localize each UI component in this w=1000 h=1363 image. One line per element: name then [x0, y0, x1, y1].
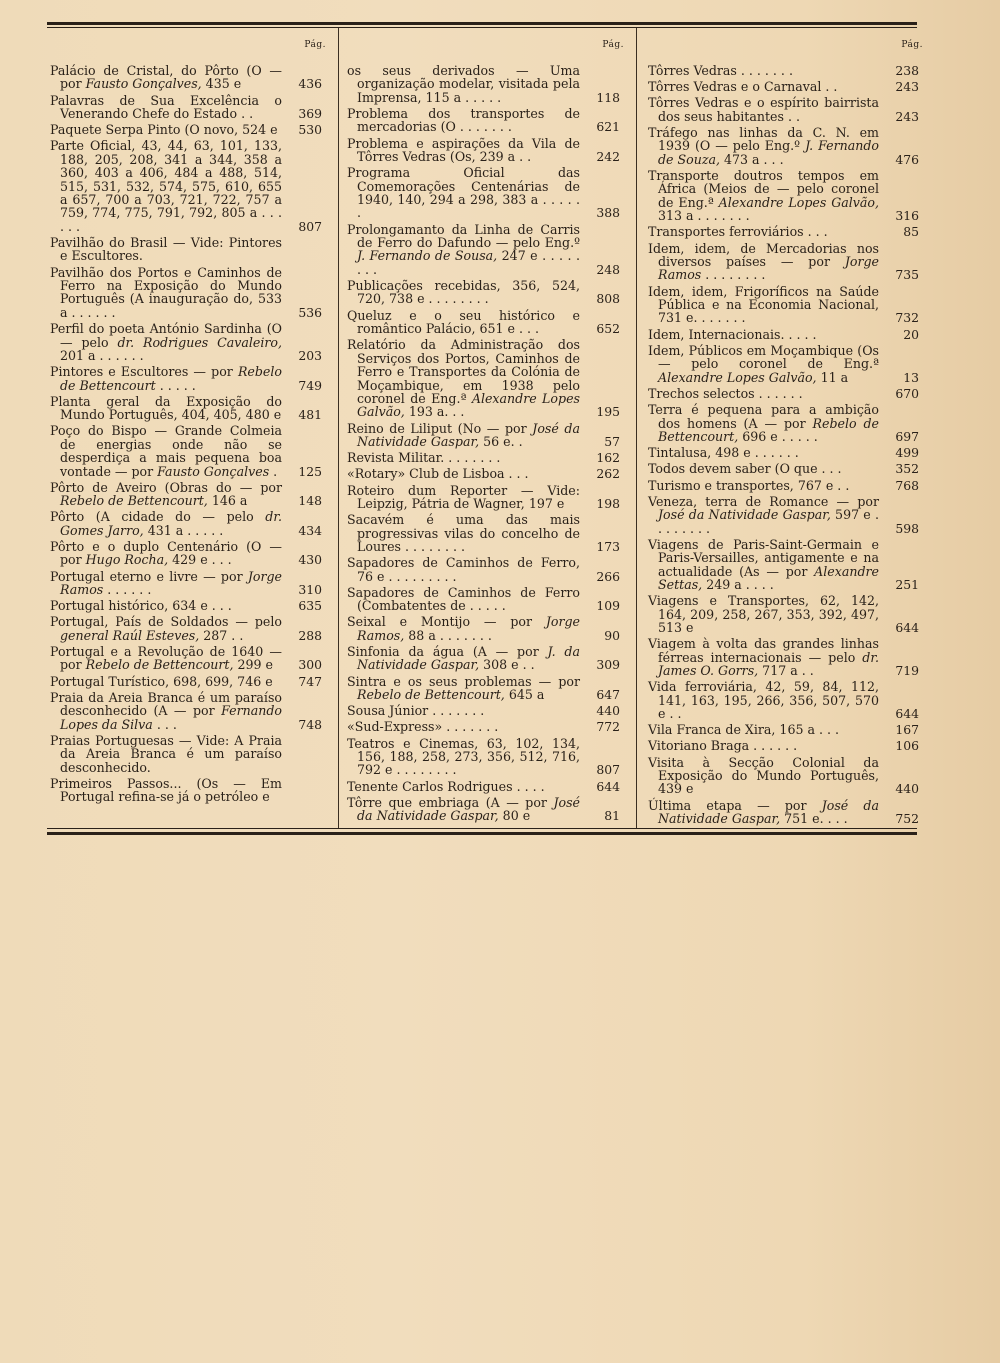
index-entry	[50, 734, 328, 774]
entry-title: Transporte doutros tempos em África (Meios de — pelo coronel de Eng.ª Alexandre Lopes Galvão, 313 a . . . . . . .	[648, 168, 879, 224]
index-entry	[648, 479, 925, 492]
entry-title: «Sud-Express» . . . . . . .	[347, 719, 499, 735]
index-entry	[50, 645, 328, 672]
entry-title: Visita à Secção Colonial da Exposição do Mundo Português, 439 e	[648, 754, 879, 797]
entry-page-number: 621	[596, 119, 620, 135]
index-entry	[648, 594, 925, 634]
entry-title: Transportes ferroviários . . .	[648, 224, 828, 240]
entry-page-number: 13	[903, 369, 919, 385]
entry-title: Primeiros Passos... (Os — Em Portugal refina-se já o petróleo e	[50, 775, 282, 805]
top-rule	[47, 22, 917, 25]
entry-title: os seus derivados — Uma organização modelar, visitada pela Imprensa, 115 a . . . . .	[347, 63, 580, 105]
entry-page-number: 735	[895, 267, 919, 283]
entry-list	[648, 64, 925, 825]
entry-page-number: 300	[298, 657, 322, 673]
index-entry	[347, 422, 626, 449]
entry-title: Vitoriano Braga . . . . . .	[648, 738, 798, 754]
entry-title: Pavilhão dos Portos e Caminhos de Ferro na Exposição do Mundo Português (A inauguração do, 533 a . . . . . .	[50, 264, 282, 320]
entry-page-number: 262	[596, 466, 620, 482]
entry-title: Paquete Serpa Pinto (O novo, 524 e	[50, 122, 278, 138]
entry-page-number: 476	[895, 151, 919, 167]
entry-title: Palácio de Cristal, do Pôrto (O — por Fausto Gonçalves, 435 e	[50, 63, 282, 92]
index-entry	[347, 107, 626, 134]
index-entry	[648, 756, 925, 796]
entry-page-number: 598	[895, 520, 919, 536]
entry-page-number: 807	[298, 218, 322, 234]
entry-page-number: 749	[298, 377, 322, 393]
index-entry	[347, 137, 626, 164]
index-entry	[648, 680, 925, 720]
index-entry	[648, 538, 925, 592]
bottom-rule	[47, 832, 917, 835]
index-entry	[648, 739, 925, 752]
entry-title: Sacavém é uma das mais progressivas vilas do concelho de Loures . . . . . . . .	[347, 512, 580, 554]
index-entry	[648, 637, 925, 677]
index-entry	[50, 510, 328, 537]
entry-title: Portugal e a Revolução de 1640 — por Rebelo de Bettencourt, 299 e	[50, 644, 282, 673]
entry-title: Programa Oficial das Comemorações Centenárias de 1940, 140, 294 a 298, 383 a . . . . . .	[347, 165, 580, 221]
index-entry	[347, 720, 626, 733]
index-entry	[648, 387, 925, 400]
index-entry	[648, 285, 925, 325]
index-entry	[50, 322, 328, 362]
entry-title: Relatório da Administração dos Serviços dos Portos, Caminhos de Ferro e Transportes da Colónia de Moçambique, em 1938 pelo coronel de Eng.ª Alexandre Lopes Galvão, 193 a. . .	[347, 337, 580, 420]
index-entry	[648, 80, 925, 93]
index-entry	[648, 169, 925, 223]
entry-title: Idem, Internacionais. . . . .	[648, 326, 817, 342]
entry-page-number: 430	[298, 552, 322, 568]
entry-title: Tôrres Vedras . . . . . . .	[648, 63, 793, 78]
entry-page-number: 807	[596, 762, 620, 778]
entry-title: Portugal Turístico, 698, 699, 746 e	[50, 673, 273, 689]
entry-page-number: 644	[895, 706, 919, 722]
entry-page-number: 195	[596, 404, 620, 420]
entry-page-number: 670	[895, 385, 919, 401]
entry-title: Planta geral da Exposição do Mundo Português, 404, 405, 480 e	[50, 393, 282, 423]
entry-title: Vila Franca de Xira, 165 a . . .	[648, 722, 839, 738]
entry-page-number: 440	[895, 781, 919, 797]
entry-page-number: 203	[298, 347, 322, 363]
index-entry	[50, 365, 328, 392]
entry-title: Tráfego nas linhas da C. N. em 1939 (O — pelo Eng.º J. Fernando de Souza, 473 a . . .	[648, 125, 879, 167]
entry-title: Praias Portuguesas — Vide: A Praia da Areia Branca é um paraíso desconhecido.	[50, 732, 282, 775]
entry-list	[50, 64, 328, 804]
index-entry	[50, 777, 328, 804]
entry-title: Vida ferroviária, 42, 59, 84, 112, 141, 163, 195, 266, 356, 507, 570 e . .	[648, 679, 879, 722]
bottom-rule-thin	[47, 828, 917, 829]
top-rule-thin	[47, 27, 917, 28]
entry-page-number: 644	[895, 619, 919, 635]
entry-page-number: 310	[298, 581, 322, 597]
entry-title: Palavras de Sua Excelência o Venerando Chefe do Estado . .	[50, 92, 282, 122]
entry-page-number: 242	[596, 149, 620, 165]
index-entry	[50, 599, 328, 612]
page-label: Pág.	[602, 40, 624, 50]
index-entry	[648, 446, 925, 459]
index-entry	[50, 570, 328, 597]
index-entry	[347, 704, 626, 717]
entry-title: Roteiro dum Reporter — Vide: Leipzig, Pátria de Wagner, 197 e	[347, 482, 580, 511]
index-entry	[648, 403, 925, 443]
index-entry	[347, 556, 626, 583]
entry-title: Sousa Júnior . . . . . . .	[347, 703, 485, 719]
entry-page-number: 125	[298, 463, 322, 479]
entry-page-number: 772	[596, 719, 620, 735]
entry-page-number: 768	[895, 477, 919, 493]
index-entry	[648, 344, 925, 384]
index-entry	[347, 309, 626, 336]
entry-title: Publicações recebidas, 356, 524, 720, 738 e . . . . . . . .	[347, 278, 580, 307]
entry-page-number: 248	[596, 261, 620, 277]
page-label: Pág.	[304, 40, 326, 50]
entry-page-number: 434	[298, 522, 322, 538]
page-label: Pág.	[901, 40, 923, 50]
entry-page-number: 352	[895, 461, 919, 477]
entry-title: Pôrto e o duplo Centenário (O — por Hugo Rocha, 429 e . . .	[50, 538, 282, 568]
index-column-3	[648, 40, 925, 828]
entry-title: Perfil do poeta António Sardinha (O — pelo dr. Rodrigues Cavaleiro, 201 a . . . . . .	[50, 321, 282, 363]
entry-page-number: 644	[596, 778, 620, 794]
index-entry	[347, 467, 626, 480]
entry-list	[347, 64, 626, 823]
entry-page-number: 369	[298, 106, 322, 122]
entry-title: Teatros e Cinemas, 63, 102, 134, 156, 188, 258, 273, 356, 512, 716, 792 e . . . . . . . .	[347, 735, 580, 778]
index-entry	[347, 338, 626, 418]
index-entry	[347, 645, 626, 672]
entry-title: Sintra e os seus problemas — por Rebelo de Bettencourt, 645 a	[347, 673, 580, 703]
entry-page-number: 90	[604, 627, 620, 643]
column-divider	[636, 28, 637, 828]
index-entry	[648, 225, 925, 238]
index-entry	[347, 780, 626, 793]
index-entry	[347, 586, 626, 613]
entry-title: Tintalusa, 498 e . . . . . .	[648, 445, 799, 461]
column-divider	[338, 28, 339, 828]
entry-page-number: 109	[596, 598, 620, 614]
entry-title: Prolongamanto da Linha de Carris de Ferro do Dafundo — pelo Eng.º J. Fernando de Sousa, 247 e . . . . . . . .	[347, 221, 581, 277]
entry-title: Pavilhão do Brasil — Vide: Pintores e Escultores.	[50, 235, 282, 264]
entry-page-number: 57	[604, 433, 620, 449]
entry-page-number: 266	[596, 568, 620, 584]
index-entry	[50, 94, 328, 121]
index-entry	[347, 513, 626, 553]
entry-title: Tôrres Vedras e o espírito bairrista dos seus habitantes . .	[648, 95, 879, 124]
entry-page-number: 647	[596, 687, 620, 703]
index-entry	[648, 96, 925, 123]
entry-title: Problema dos transportes de mercadorias (O . . . . . . .	[347, 106, 580, 135]
entry-page-number: 288	[298, 627, 322, 643]
index-entry	[648, 799, 925, 826]
entry-page-number: 118	[596, 89, 620, 105]
entry-title: Portugal eterno e livre — por Jorge Ramos . . . . . .	[50, 568, 282, 597]
index-entry	[50, 424, 328, 478]
entry-title: Sapadores de Caminhos de Ferro, 76 e . . . . . . . . .	[347, 555, 580, 584]
index-entry	[648, 723, 925, 736]
index-entry	[50, 540, 328, 567]
index-entry	[347, 737, 626, 777]
entry-page-number: 20	[903, 326, 919, 342]
entry-page-number: 243	[895, 79, 919, 95]
entry-page-number: 251	[895, 576, 919, 592]
entry-page-number: 243	[895, 108, 919, 124]
index-entry	[648, 242, 925, 282]
entry-title: Reino de Liliput (No — por José da Natividade Gaspar, 56 e. .	[347, 420, 580, 449]
entry-title: Terra é pequena para a ambição dos homens (A — por Rebelo de Bettencourt, 696 e . . . . .	[648, 402, 880, 444]
entry-title: Viagens e Transportes, 62, 142, 164, 209, 258, 267, 353, 392, 497, 513 e	[648, 593, 879, 635]
entry-title: Portugal, País de Soldados — pelo general Raúl Esteves, 287 . .	[50, 614, 282, 643]
index-entry	[347, 675, 626, 702]
entry-title: Seixal e Montijo — por Jorge Ramos, 88 a . . . . . . .	[347, 614, 580, 643]
entry-title: Portugal histórico, 634 e . . .	[50, 598, 232, 614]
index-column-2	[347, 40, 626, 825]
index-entry	[347, 796, 626, 823]
entry-title: Poço do Bispo — Grande Colmeia de energias onde não se desperdiça a mais pequena boa vontade — por Fausto Gonçalves .	[50, 423, 282, 479]
index-entry	[50, 236, 328, 263]
entry-page-number: 148	[298, 493, 322, 509]
entry-title: Tôrre que embriaga (A — por José da Natividade Gaspar, 80 e	[347, 794, 580, 824]
entry-title: Tôrres Vedras e o Carnaval . .	[648, 79, 838, 95]
entry-page-number: 238	[895, 63, 919, 78]
index-entry	[347, 615, 626, 642]
index-entry	[347, 223, 626, 277]
index-entry	[50, 481, 328, 508]
entry-page-number: 752	[895, 811, 919, 827]
entry-page-number: 748	[298, 716, 322, 732]
index-entry	[50, 123, 328, 136]
entry-page-number: 85	[903, 224, 919, 240]
entry-title: Pôrto (A cidade do — pelo dr. Gomes Jarro, 431 a . . . . .	[50, 509, 282, 538]
entry-page-number: 635	[298, 598, 322, 614]
entry-title: Turismo e transportes, 767 e . .	[648, 477, 850, 493]
entry-page-number: 436	[298, 76, 322, 92]
entry-page-number: 732	[895, 310, 919, 326]
index-entry	[50, 139, 328, 233]
entry-title: Viagens de Paris-Saint-Germain e Paris-Versailles, antigamente e na actualidade (As — por Alexandre Settas, 249 a . . . .	[648, 536, 879, 592]
entry-title: Sapadores de Caminhos de Ferro (Combatentes de . . . . .	[347, 584, 580, 614]
index-entry	[50, 395, 328, 422]
index-entry	[50, 675, 328, 688]
entry-page-number: 530	[298, 122, 322, 138]
entry-page-number: 309	[596, 657, 620, 673]
index-entry	[648, 328, 925, 341]
entry-title: Sinfonia da água (A — por J. da Natividade Gaspar, 308 e . .	[347, 644, 580, 673]
entry-page-number: 481	[298, 407, 322, 423]
entry-title: Tenente Carlos Rodrigues . . . .	[347, 778, 545, 794]
entry-title: Viagem à volta das grandes linhas férreas internacionais — pelo dr. James O. Gorrs, 717 a . .	[648, 636, 879, 678]
index-entry	[50, 266, 328, 320]
entry-title: Queluz e o seu histórico e romântico Palácio, 651 e . . .	[347, 307, 580, 337]
entry-page-number: 536	[298, 304, 322, 320]
entry-page-number: 106	[895, 738, 919, 754]
index-entry	[50, 615, 328, 642]
index-entry	[50, 691, 328, 731]
entry-title: Última etapa — por José da Natividade Gaspar, 751 e. . . .	[648, 797, 880, 827]
entry-page-number: 747	[298, 673, 322, 689]
index-entry	[648, 462, 925, 475]
index-entry	[347, 279, 626, 306]
entry-page-number: 652	[596, 321, 620, 337]
entry-title: Revista Militar. . . . . . . .	[347, 450, 501, 466]
entry-page-number: 81	[604, 808, 620, 824]
entry-page-number: 173	[596, 538, 620, 554]
entry-title: Praia da Areia Branca é um paraíso desconhecido (A — por Fernando Lopes da Silva . . .	[50, 689, 282, 732]
entry-title: Parte Oficial, 43, 44, 63, 101, 133, 188, 205, 208, 341 a 344, 358 a 360, 403 a 406, 484 a 488, 514, 515, 531, 532, 574, 575, 610, 655 a 657, 700 a 703, 721, 722, 757 a 759, 774, 775, 791, 792, 805 a . . . . . .	[50, 138, 282, 234]
entry-title: Pôrto de Aveiro (Obras do — por Rebelo de Bettencourt, 146 a	[50, 479, 282, 509]
entry-page-number: 316	[895, 208, 919, 224]
entry-title: Todos devem saber (O que . . .	[648, 461, 842, 477]
entry-page-number: 162	[596, 450, 620, 466]
index-entry	[648, 64, 925, 77]
entry-page-number: 808	[596, 291, 620, 307]
entry-page-number: 440	[596, 703, 620, 719]
entry-title: Idem, idem, Frigoríficos na Saúde Pública e na Economia Nacional, 731 e. . . . . . .	[648, 283, 879, 326]
entry-title: Pintores e Escultores — por Rebelo de Bettencourt . . . . .	[50, 364, 282, 393]
entry-title: Trechos selectos . . . . . .	[648, 385, 803, 401]
index-entry	[347, 64, 626, 104]
entry-title: Problema e aspirações da Vila de Tôrres Vedras (Os, 239 a . .	[347, 135, 580, 165]
entry-title: «Rotary» Club de Lisboa . . .	[347, 466, 529, 482]
index-column-1	[50, 40, 328, 806]
entry-page-number: 167	[895, 722, 919, 738]
entry-title: Idem, idem, de Mercadorias nos diversos países — por Jorge Ramos . . . . . . . .	[648, 240, 879, 283]
index-entry	[648, 495, 925, 535]
index-entry	[347, 484, 626, 511]
entry-page-number: 499	[895, 445, 919, 461]
entry-page-number: 388	[596, 205, 620, 221]
index-entry	[347, 166, 626, 220]
index-entry	[50, 64, 328, 91]
index-entry	[648, 126, 925, 166]
index-entry	[347, 451, 626, 464]
entry-page-number: 697	[895, 428, 919, 444]
entry-page-number: 719	[895, 663, 919, 678]
entry-page-number: 198	[596, 495, 620, 511]
entry-title: Veneza, terra de Romance — por José da Natividade Gaspar, 597 e . . . . . . . .	[648, 493, 879, 536]
entry-title: Idem, Públicos em Moçambique (Os — pelo coronel de Eng.ª Alexandre Lopes Galvão, 11 a	[648, 342, 879, 385]
